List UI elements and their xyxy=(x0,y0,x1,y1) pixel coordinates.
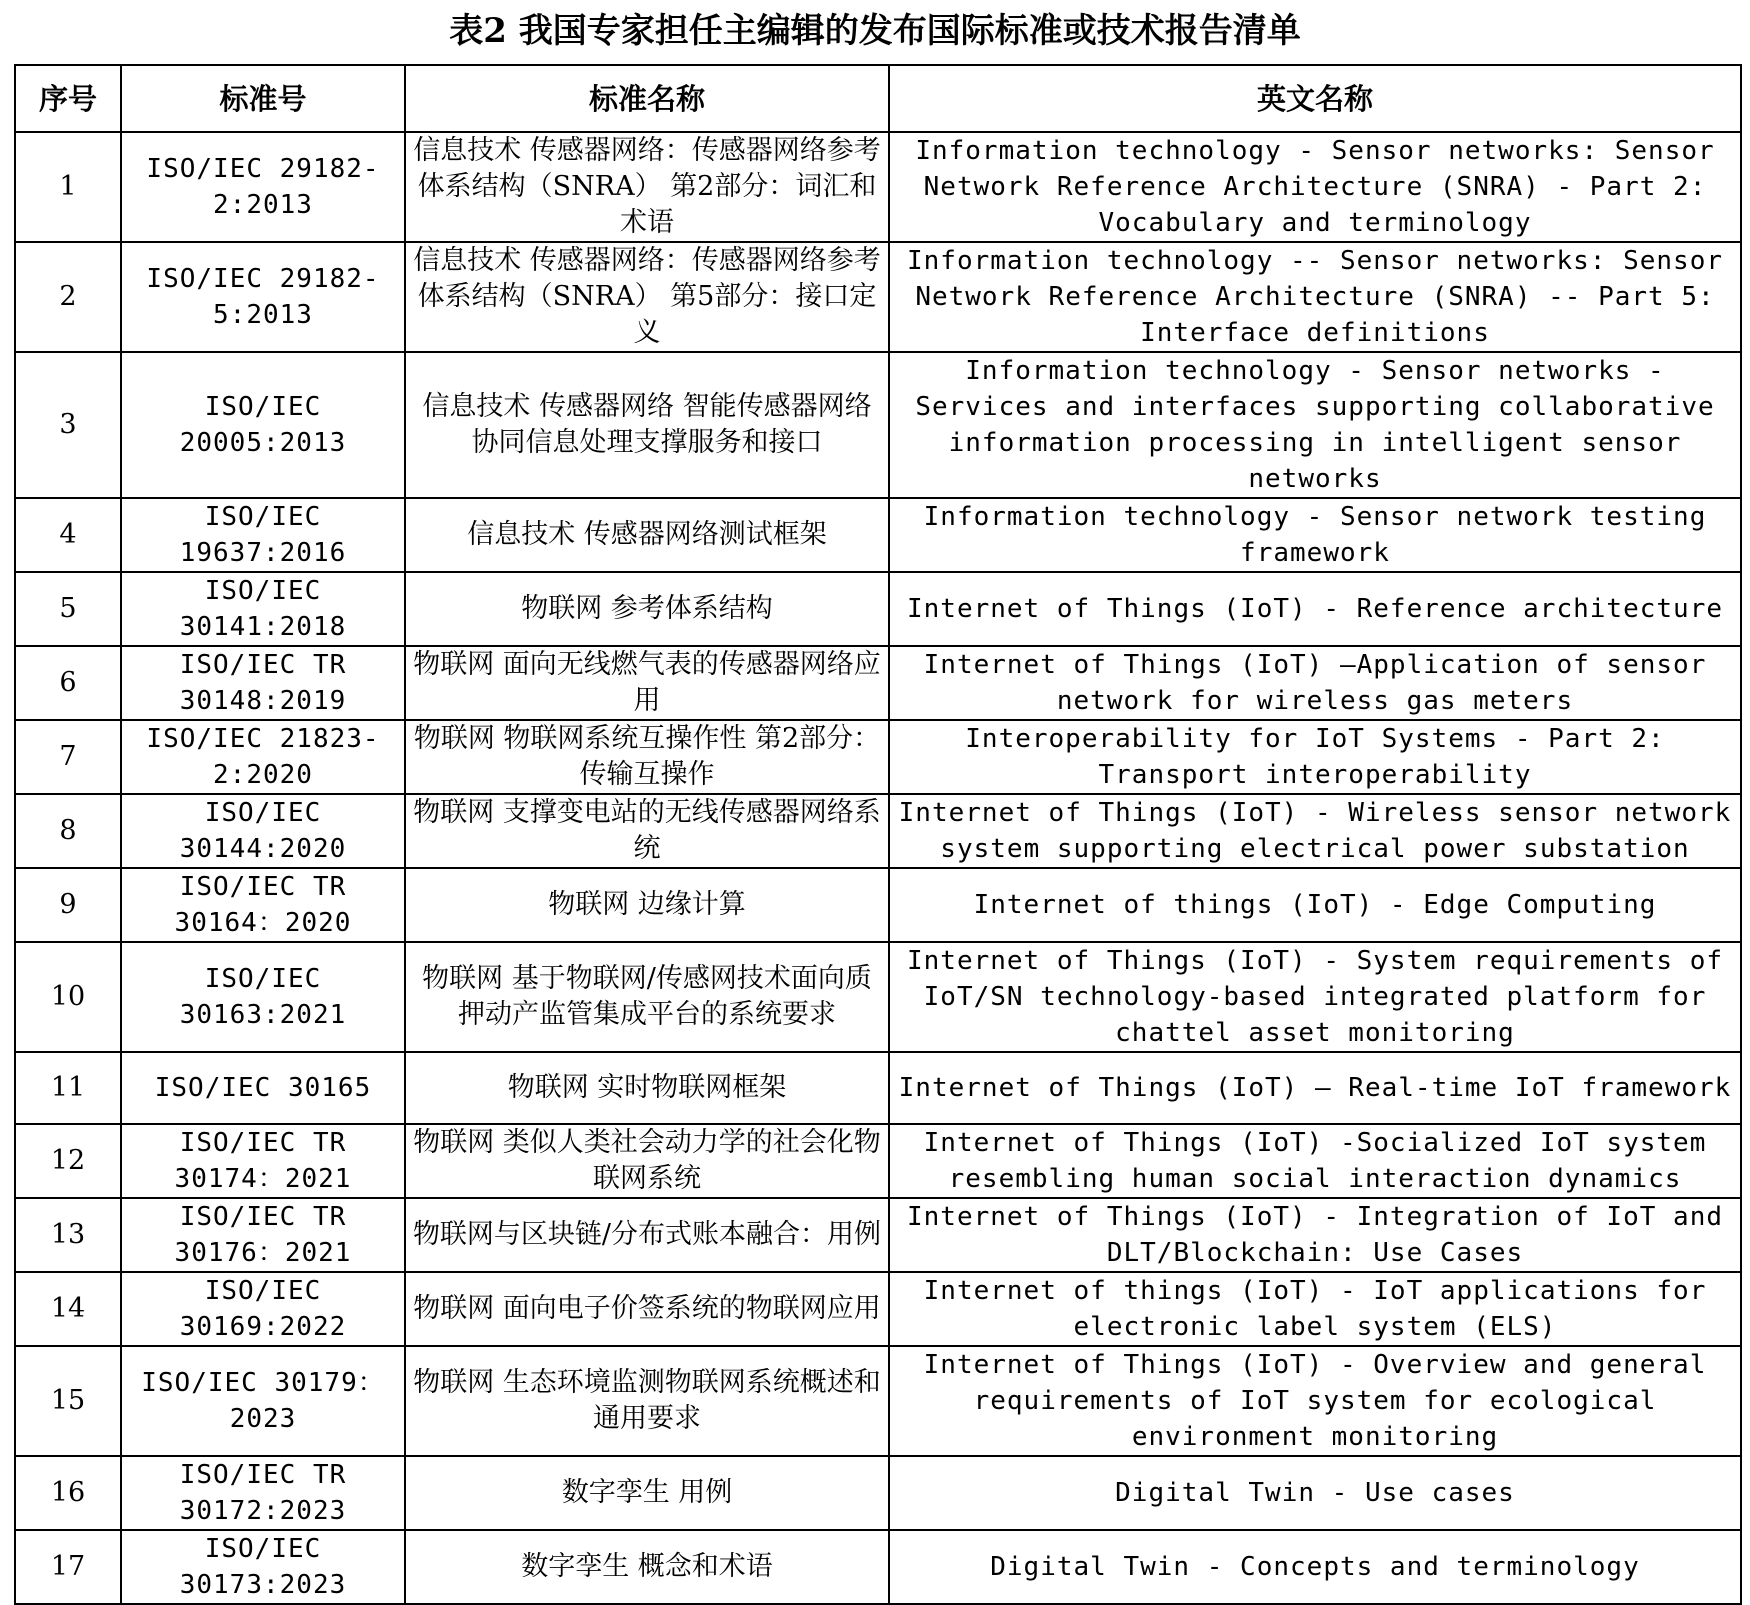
table-row xyxy=(15,720,1741,794)
table-row xyxy=(15,498,1741,572)
cell-name-en: Internet of things (IoT) - IoT applications for electronic label system (ELS) xyxy=(889,1272,1741,1346)
cell-no: 13 xyxy=(15,1198,121,1272)
cell-code: ISO/IEC 30163:2021 xyxy=(121,942,405,1052)
cell-code: ISO/IEC 29182-5:2013 xyxy=(121,242,405,352)
cell-code: ISO/IEC TR 30174：2021 xyxy=(121,1124,405,1198)
cell-name-en: Digital Twin - Concepts and terminology xyxy=(889,1530,1741,1604)
cell-name-en: Digital Twin - Use cases xyxy=(889,1456,1741,1530)
cell-no: 7 xyxy=(15,720,121,794)
table-row xyxy=(15,1272,1741,1346)
cell-name-cn: 物联网 基于物联网/传感网技术面向质押动产监管集成平台的系统要求 xyxy=(405,942,889,1052)
header-name-cn: 标准名称 xyxy=(405,65,889,132)
cell-code: ISO/IEC 21823-2:2020 xyxy=(121,720,405,794)
cell-no: 2 xyxy=(15,242,121,352)
header-no: 序号 xyxy=(15,65,121,132)
cell-name-en: Information technology - Sensor networks: Sensor Network Reference Architecture (SNRA) - Part 2: Vocabulary and terminology xyxy=(889,132,1741,242)
cell-code: ISO/IEC 30141:2018 xyxy=(121,572,405,646)
cell-name-cn: 物联网 面向无线燃气表的传感器网络应用 xyxy=(405,646,889,720)
cell-name-cn: 物联网 物联网系统互操作性 第2部分：传输互操作 xyxy=(405,720,889,794)
cell-name-cn: 物联网 类似人类社会动力学的社会化物联网系统 xyxy=(405,1124,889,1198)
header-code: 标准号 xyxy=(121,65,405,132)
cell-name-cn: 信息技术 传感器网络测试框架 xyxy=(405,498,889,572)
cell-code: ISO/IEC 30169:2022 xyxy=(121,1272,405,1346)
cell-no: 16 xyxy=(15,1456,121,1530)
table-row xyxy=(15,942,1741,1052)
cell-name-cn: 信息技术 传感器网络：传感器网络参考体系结构（SNRA） 第5部分：接口定义 xyxy=(405,242,889,352)
cell-code: ISO/IEC 29182-2:2013 xyxy=(121,132,405,242)
cell-no: 10 xyxy=(15,942,121,1052)
cell-name-en: Internet of Things (IoT) - Reference architecture xyxy=(889,572,1741,646)
cell-name-cn: 物联网与区块链/分布式账本融合：用例 xyxy=(405,1198,889,1272)
cell-name-en: Internet of Things (IoT) —Application of sensor network for wireless gas meters xyxy=(889,646,1741,720)
cell-no: 12 xyxy=(15,1124,121,1198)
cell-no: 3 xyxy=(15,352,121,498)
cell-code: ISO/IEC 30165 xyxy=(121,1052,405,1124)
cell-no: 17 xyxy=(15,1530,121,1604)
header-name-en: 英文名称 xyxy=(889,65,1741,132)
cell-no: 6 xyxy=(15,646,121,720)
cell-code: ISO/IEC 30173:2023 xyxy=(121,1530,405,1604)
cell-code: ISO/IEC 19637:2016 xyxy=(121,498,405,572)
cell-code: ISO/IEC 20005:2013 xyxy=(121,352,405,498)
cell-no: 15 xyxy=(15,1346,121,1456)
table-row xyxy=(15,868,1741,942)
cell-name-cn: 信息技术 传感器网络 智能传感器网络协同信息处理支撑服务和接口 xyxy=(405,352,889,498)
cell-name-cn: 数字孪生 用例 xyxy=(405,1456,889,1530)
cell-no: 5 xyxy=(15,572,121,646)
table-row xyxy=(15,242,1741,352)
cell-name-en: Information technology -- Sensor networks: Sensor Network Reference Architecture (SNRA) -- Part 5: Interface definitions xyxy=(889,242,1741,352)
table-row xyxy=(15,1124,1741,1198)
cell-name-en: Internet of Things (IoT) — Real-time IoT framework xyxy=(889,1052,1741,1124)
cell-code: ISO/IEC TR 30172:2023 xyxy=(121,1456,405,1530)
table-row xyxy=(15,572,1741,646)
table-row xyxy=(15,646,1741,720)
cell-name-en: Internet of Things (IoT) - System requirements of IoT/SN technology-based integrated platform for chattel asset monitoring xyxy=(889,942,1741,1052)
cell-name-en: Internet of Things (IoT) - Overview and general requirements of IoT system for ecological environment monitoring xyxy=(889,1346,1741,1456)
cell-name-en: Internet of things (IoT) - Edge Computing xyxy=(889,868,1741,942)
cell-no: 1 xyxy=(15,132,121,242)
table-row xyxy=(15,352,1741,498)
table-row xyxy=(15,1346,1741,1456)
cell-name-cn: 物联网 面向电子价签系统的物联网应用 xyxy=(405,1272,889,1346)
cell-no: 11 xyxy=(15,1052,121,1124)
header-row xyxy=(15,65,1741,132)
table-row xyxy=(15,132,1741,242)
cell-name-en: Internet of Things (IoT) - Integration of IoT and DLT/Blockchain: Use Cases xyxy=(889,1198,1741,1272)
cell-name-en: Internet of Things (IoT) -Socialized IoT system resembling human social interaction dynamics xyxy=(889,1124,1741,1198)
cell-no: 8 xyxy=(15,794,121,868)
table-row xyxy=(15,1530,1741,1604)
table-row xyxy=(15,1198,1741,1272)
cell-name-cn: 物联网 参考体系结构 xyxy=(405,572,889,646)
cell-no: 9 xyxy=(15,868,121,942)
table-row xyxy=(15,1456,1741,1530)
cell-code: ISO/IEC TR 30164：2020 xyxy=(121,868,405,942)
cell-name-en: Information technology - Sensor network testing framework xyxy=(889,498,1741,572)
table-body xyxy=(15,132,1741,1604)
cell-no: 14 xyxy=(15,1272,121,1346)
cell-code: ISO/IEC 30144:2020 xyxy=(121,794,405,868)
cell-name-cn: 数字孪生 概念和术语 xyxy=(405,1530,889,1604)
standards-table xyxy=(14,64,1742,1605)
cell-name-en: Information technology - Sensor networks - Services and interfaces supporting collaborative information processing in intelligent sensor networks xyxy=(889,352,1741,498)
cell-name-cn: 信息技术 传感器网络：传感器网络参考体系结构（SNRA） 第2部分：词汇和术语 xyxy=(405,132,889,242)
cell-name-en: Interoperability for IoT Systems - Part 2: Transport interoperability xyxy=(889,720,1741,794)
cell-name-cn: 物联网 支撑变电站的无线传感器网络系统 xyxy=(405,794,889,868)
table-row xyxy=(15,1052,1741,1124)
cell-name-cn: 物联网 边缘计算 xyxy=(405,868,889,942)
cell-code: ISO/IEC TR 30176：2021 xyxy=(121,1198,405,1272)
table-title: 表2 我国专家担任主编辑的发布国际标准或技术报告清单 xyxy=(449,11,1301,51)
cell-code: ISO/IEC TR 30148:2019 xyxy=(121,646,405,720)
cell-name-cn: 物联网 生态环境监测物联网系统概述和通用要求 xyxy=(405,1346,889,1456)
cell-no: 4 xyxy=(15,498,121,572)
table-row xyxy=(15,794,1741,868)
cell-name-en: Internet of Things (IoT) - Wireless sensor network system supporting electrical power substation xyxy=(889,794,1741,868)
cell-code: ISO/IEC 30179：2023 xyxy=(121,1346,405,1456)
cell-name-cn: 物联网 实时物联网框架 xyxy=(405,1052,889,1124)
